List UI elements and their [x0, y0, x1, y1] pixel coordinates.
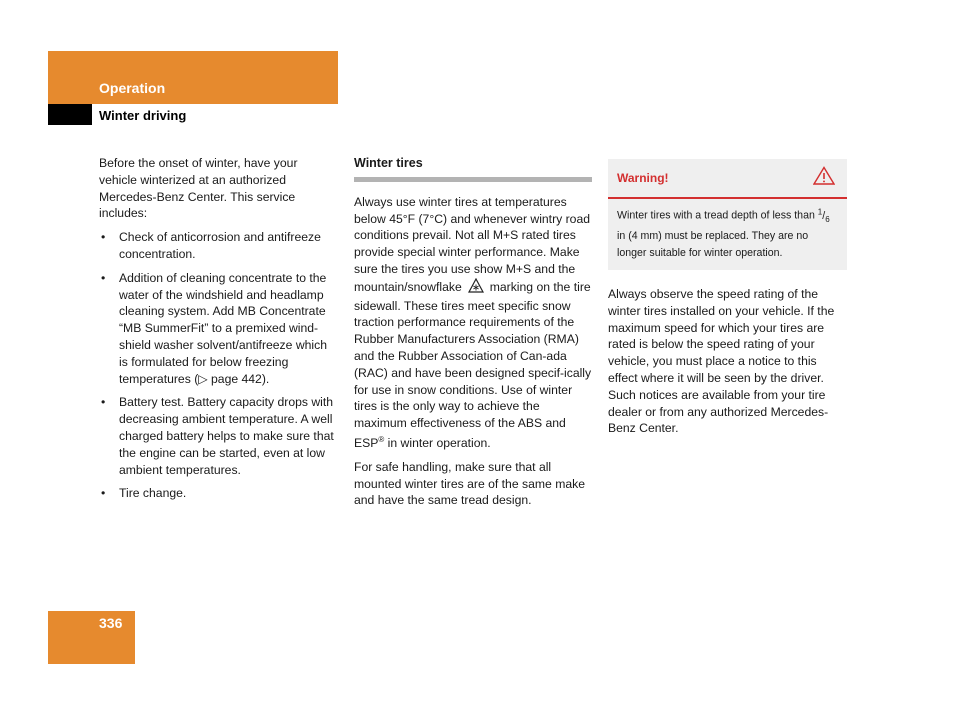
subsection-title: Winter driving	[99, 108, 187, 123]
bullet: •	[101, 230, 106, 245]
list-item	[99, 229, 337, 263]
bullet: •	[101, 270, 106, 285]
page-number: 336	[99, 615, 123, 631]
column-middle	[354, 155, 592, 516]
section-title: Operation	[99, 80, 166, 96]
warning-text: Winter tires with a tread depth of less than	[617, 209, 818, 222]
section-header-bar	[48, 51, 338, 104]
list-item-text: Battery test. Battery capacity drops with decreasing ambient temperature. A well charged battery helps to make sure that the engine can be started, even at low ambient temperatures.	[119, 395, 334, 477]
service-list	[99, 229, 337, 502]
list-item	[99, 485, 337, 502]
winter-tires-paragraph	[354, 194, 592, 452]
subsection-marker	[48, 104, 92, 125]
fraction-slash: /	[822, 209, 826, 222]
speed-rating-paragraph: Always observe the speed rating of the winter tires installed on your vehicle. If the maximum speed for which your tires are rated is below the speed rating of your vehicle, you must place a notice to this effect where it will be seen by the driver. Such notices are available from your tire dealer or from any authorized Mercedes-Benz Center.	[608, 287, 835, 436]
bullet: •	[101, 395, 106, 410]
column-right	[608, 159, 847, 444]
paragraph-text: in winter operation.	[384, 436, 491, 451]
warning-body	[608, 199, 847, 270]
list-item-text: Check of anticorrosion and antifreeze concentration.	[119, 230, 321, 261]
paragraph-text: Always use winter tires at temperatures below 45°F (7°C) and whenever wintry road conditions prevail. Not all M+S rated tires provide special winter performance. Make sure the tires you use show M+S and the mountain/snowflake	[354, 194, 591, 294]
list-item	[99, 394, 337, 478]
intro-paragraph: Before the onset of winter, have your vehicle winterized at an authorized Mercedes-Benz Center. This service includes:	[99, 156, 298, 221]
paragraph-text: marking on the tire sidewall. These tires meet specific snow traction performance requirements of the Rubber Manufacturers Association (RMA) and the Rubber Association of Can-ada (RAC) and have been designed specif-ically for use in snow conditions. Use of winter tires is the only way to achieve the maximum effectiveness of the ABS and ESP	[354, 279, 592, 451]
winter-tires-heading: Winter tires	[354, 155, 592, 182]
list-item-text: Tire change.	[119, 486, 187, 501]
warning-triangle-icon	[813, 166, 835, 190]
registered-mark: ®	[378, 434, 385, 444]
warning-header	[608, 159, 847, 199]
column-left	[99, 155, 337, 509]
fraction-denominator: 6	[825, 214, 830, 224]
bullet: •	[101, 486, 106, 501]
warning-box	[608, 159, 847, 270]
list-item-text: Addition of cleaning concentrate to the water of the windshield and headlamp cleaning system. Add MB Concentrate “MB SummerFit” to a premixed wind-shield washer solvent/antifreeze which is formulated for below freezing temperatures (▷ page 442).	[119, 270, 327, 386]
safe-handling-paragraph: For safe handling, make sure that all mounted winter tires are of the same make and have the same tread design.	[354, 459, 585, 508]
list-item	[99, 270, 337, 388]
fraction	[817, 207, 830, 224]
fraction-numerator: 1	[817, 207, 823, 216]
warning-title: Warning!	[617, 170, 669, 185]
mountain-snowflake-icon	[468, 278, 484, 298]
warning-text: in (4 mm) must be replaced. They are no longer suitable for winter operation.	[617, 230, 809, 260]
